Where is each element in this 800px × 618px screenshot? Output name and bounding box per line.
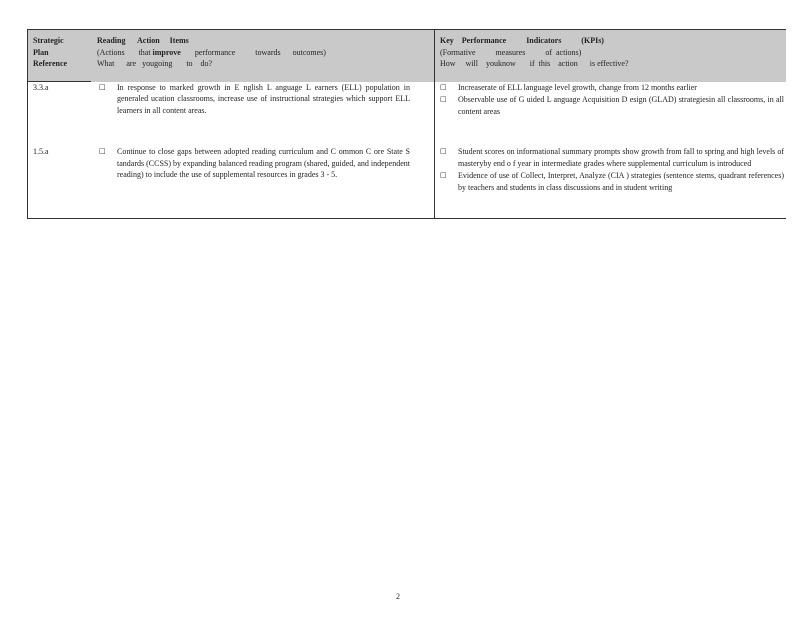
- header-col2-line2-pre: (Actions that: [97, 47, 153, 57]
- header-col3-line2: (Formative measures of actions): [440, 47, 582, 57]
- action-plan-table: [27, 29, 786, 219]
- row-reference: 1.5.a: [28, 146, 92, 219]
- action-text: Continue to close gaps between adopted reading curriculum and C ommon C ore State S tandards (CCSS) by expanding balanced reading program (shared, guided, and independent reading) to include the use of supplemental resources in grades 3 - 5.: [117, 147, 410, 179]
- kpi-text: Evidence of use of Collect, Interpret, Analyze (CIA ) strategies (sentence stems, quadrant references) by teachers and students in class discussions and in student writing: [458, 171, 784, 192]
- list-item: [440, 146, 784, 169]
- header-col2-line3: What are yougoing to do?: [97, 59, 213, 68]
- header-col2-line2: [97, 47, 434, 59]
- table-row: [28, 82, 787, 147]
- list-item: [99, 146, 410, 181]
- list-item: [440, 82, 784, 94]
- action-text: In response to marked growth in E nglish L anguage L earners (ELL) population in generaled ucation classrooms, increase use of instructional strategies which support ELL learners in all content areas.: [117, 82, 410, 115]
- kpi-text: Observable use of G uided L anguage Acquisition D esign (GLAD) strategiesin all classrooms, in all content areas: [458, 95, 784, 116]
- header-col2-line2-bold: improve: [152, 47, 181, 57]
- header-reading-action-items: [91, 30, 435, 82]
- list-item: [440, 170, 784, 193]
- row-reference: 3.3.a: [28, 82, 92, 147]
- header-col2-line2-post: performance towards outcomes): [180, 47, 326, 57]
- row-actions: [91, 146, 435, 219]
- box-bullet-icon: □: [99, 147, 106, 155]
- header-strategic-plan-reference: [28, 30, 92, 82]
- kpi-text: Increaserate of ELL language level growth, change from 12 months earlier: [458, 82, 697, 92]
- header-col2-title: Reading Action Items: [97, 36, 189, 45]
- row-actions: [91, 82, 435, 147]
- box-bullet-icon: □: [99, 82, 106, 91]
- box-bullet-icon: □: [440, 147, 447, 155]
- header-col1-line2: Plan: [33, 47, 49, 57]
- box-bullet-icon: □: [440, 95, 447, 103]
- table-row: [28, 146, 787, 219]
- list-item: [99, 82, 410, 117]
- box-bullet-icon: □: [440, 171, 447, 179]
- list-item: [440, 94, 784, 117]
- page-number: 2: [396, 592, 400, 601]
- header-col1-line1: Strategic: [33, 36, 64, 45]
- header-col1-line3: Reference: [33, 59, 68, 68]
- row-kpis: [435, 82, 787, 147]
- row-kpis: [435, 146, 787, 219]
- header-kpis: [435, 30, 787, 82]
- box-bullet-icon: □: [440, 82, 447, 91]
- kpi-text: Student scores on informational summary prompts show growth from fall to spring and high levels of masteryby end o f year in intermediate grades where supplemental curriculum is introduced: [458, 147, 784, 168]
- table-header-row: [28, 30, 787, 82]
- header-col3-title: Key Performance Indicators (KPIs): [440, 36, 604, 45]
- header-col3-line3: How will youknow if this action is effective?: [440, 59, 629, 68]
